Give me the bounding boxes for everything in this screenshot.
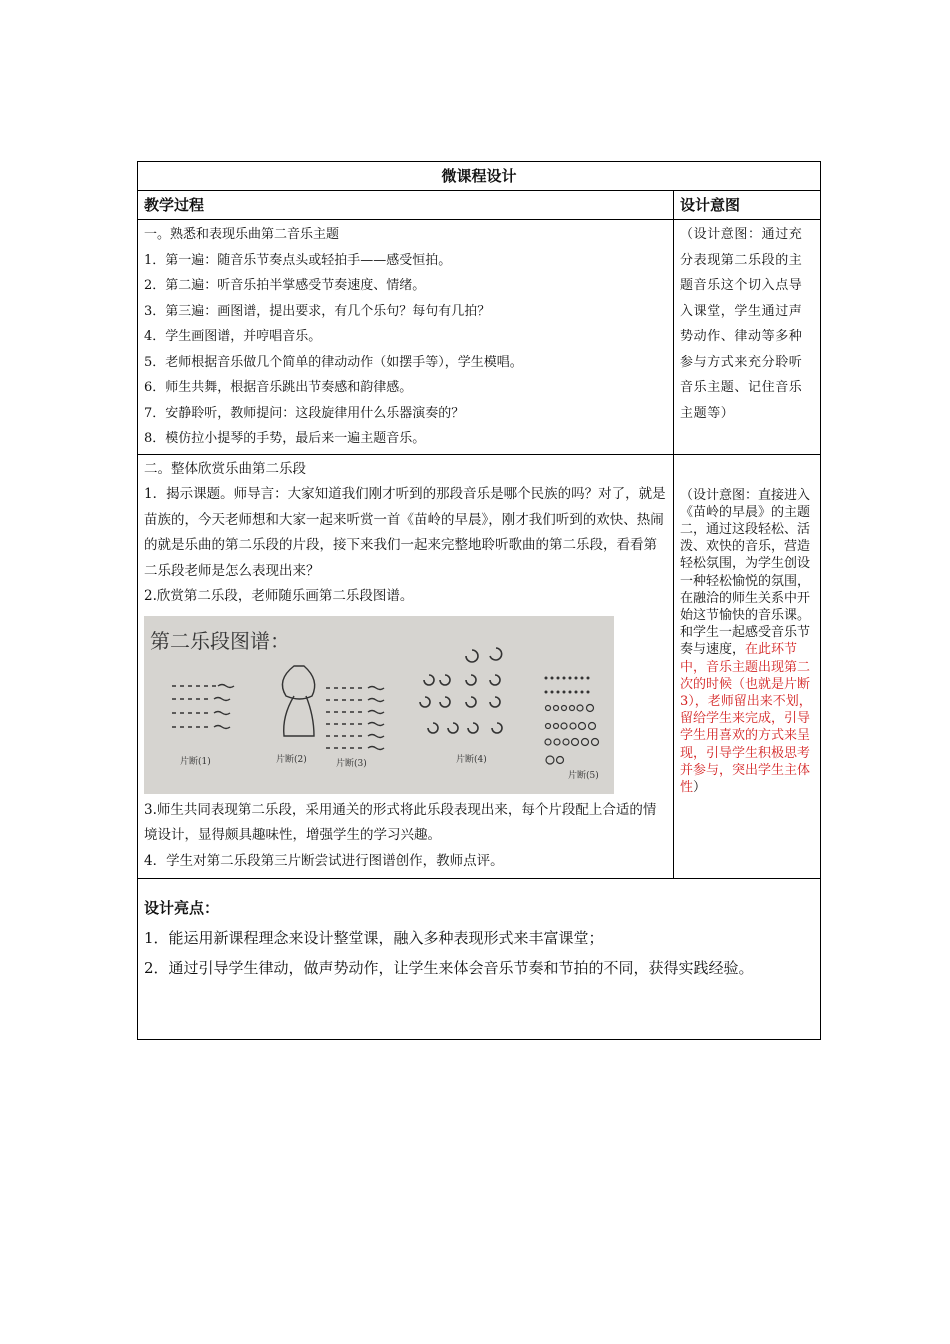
lesson-design-table <box>137 161 821 1040</box>
section1-process <box>138 220 674 455</box>
section2-intent-end: ） <box>693 779 707 795</box>
section1-item: 4．学生画图谱，并哼唱音乐。 <box>144 329 322 344</box>
section2-intent-highlight: 在此环节中，音乐主题出现第二次的时候（也就是片断3），老师留出来不划，留给学生来完成，引导学生用喜欢的方式来呈现，引导学生积极思考并参与，突出学生主体性 <box>680 642 812 795</box>
fragment4-caption: 片断(4) <box>456 754 487 765</box>
fragment3-caption: 片断(3) <box>336 758 367 769</box>
section1-intent: （设计意图：通过充分表现第二乐段的主题音乐这个切入点导入课堂，学生通过声势动作、律动等多种参与方式来充分聆听音乐主题、记住音乐主题等） <box>674 220 821 455</box>
section1-item: 3．第三遍：画图谱，提出要求，有几个乐句？每句有几拍？ <box>144 303 491 319</box>
highlight-item: 2．通过引导学生律动，做声势动作，让学生来体会音乐节奏和节拍的不同，获得实践经验。 <box>144 959 754 977</box>
column-header-process: 教学过程 <box>138 191 674 220</box>
section2-item: 3.师生共同表现第二乐段，采用通关的形式将此乐段表现出来，每个片段配上合适的情境设计，显得颇具趣味性，增强学生的学习兴趣。 <box>144 801 657 843</box>
fragment2-caption: 片断(2) <box>276 754 307 765</box>
fragment5-caption: 片断(5) <box>568 770 599 781</box>
section1-item: 5．老师根据音乐做几个简单的律动动作（如摆手等），学生模唱。 <box>144 354 523 370</box>
highlight-item: 1．能运用新课程理念来设计整堂课，融入多种表现形式来丰富课堂； <box>144 929 604 947</box>
section2-item: 1．揭示课题。师导言：大家知道我们刚才听到的那段音乐是哪个民族的吗？对了，就是苗族的，今天老师想和大家一起来听赏一首《苗岭的早晨》，刚才我们听到的欢快、热闹的就是乐曲的第二乐段的片段，接下来我们一起来完整地聆听歌曲的第二乐段，看看第二乐段老师是怎么表现出来？ <box>144 486 666 579</box>
section1-heading: 一。熟悉和表现乐曲第二音乐主题 <box>144 227 340 242</box>
section1-item: 8．模仿拉小提琴的手势，最后来一遍主题音乐。 <box>144 431 426 446</box>
section2-intent <box>674 454 821 879</box>
section1-item: 1．第一遍：随音乐节奏点头或轻拍手——感受恒拍。 <box>144 252 452 268</box>
section2-item: 2.欣赏第二乐段，老师随乐画第二乐段图谱。 <box>144 588 414 604</box>
section1-item: 6．师生共舞，根据音乐跳出节奏感和韵律感。 <box>144 380 413 395</box>
fragment1-caption: 片断(1) <box>180 756 211 767</box>
table-title: 微课程设计 <box>138 162 821 191</box>
section2-item: 4．学生对第二乐段第三片断尝试进行图谱创作，教师点评。 <box>144 852 504 869</box>
section1-item: 2．第二遍：听音乐拍半掌感受节奏速度、情绪。 <box>144 278 426 293</box>
section2-heading: 二。整体欣赏乐曲第二乐段 <box>144 460 306 477</box>
section1-item: 7．安静聆听，教师提问：这段旋律用什么乐器演奏的？ <box>144 405 465 421</box>
section2-process <box>138 454 674 879</box>
score-diagram-title: 第二乐段图谱： <box>150 630 290 653</box>
column-header-intent: 设计意图 <box>674 191 821 220</box>
highlights-title: 设计亮点： <box>144 899 220 917</box>
design-highlights <box>138 879 821 1040</box>
section2-intent-text: （设计意图：直接进入《苗岭的早晨》的主题二，通过这段轻松、活泼、欢快的音乐，营造轻松氛围，为学生创设一种轻松愉悦的氛围，在融洽的师生关系中开始这节愉快的音乐课。和学生一起感受音乐节奏与速度， <box>680 487 811 658</box>
score-diagram-photo <box>144 616 614 794</box>
